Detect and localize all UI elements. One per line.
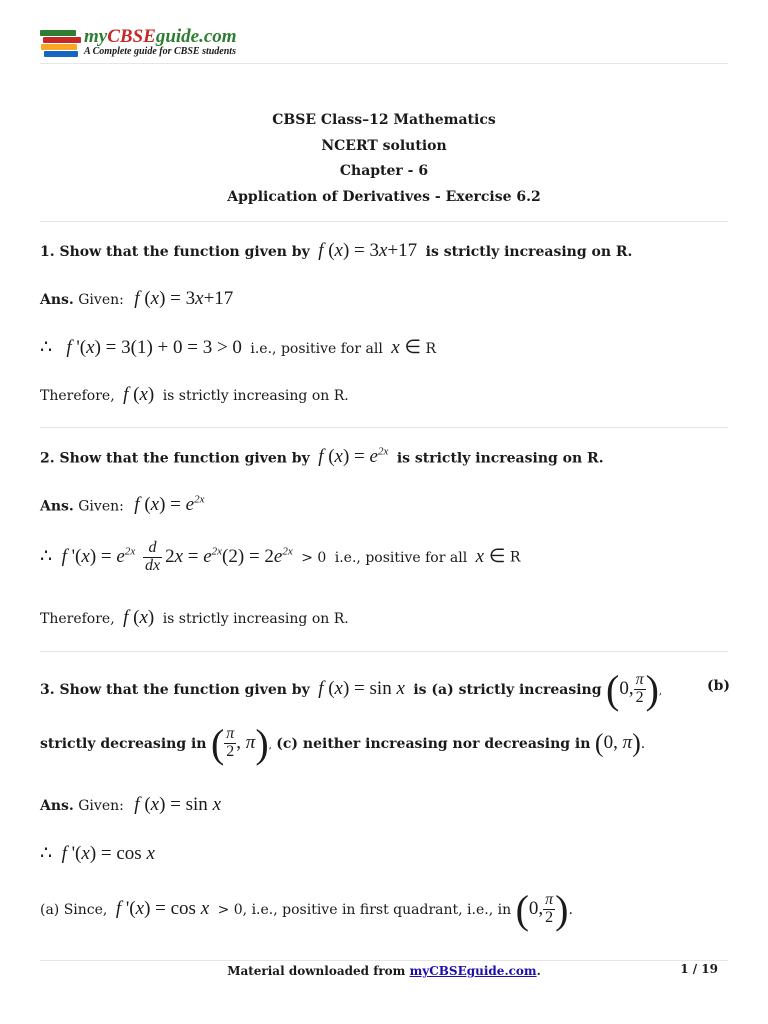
q1-answer-given: Ans. Given: f (x) = 3x+17 [40,288,234,309]
footer-divider [40,960,728,961]
q2-answer-given: Ans. Given: f $(x) = e^{2x}$ [40,494,205,516]
books-icon [40,30,82,56]
question-2: 2. Show that the function given by f $(x) = e^{2x}$ is strictly increasing on R. [40,446,604,468]
page-number: 1 / 19 [680,962,718,976]
q1-divider [40,427,728,428]
document-title: CBSE Class–12 Mathematics NCERT solution Chapter - 6 Application of Derivatives - Exercise 6.2 [227,112,541,205]
footer-credit: Material downloaded from myCBSEguide.com. [227,964,541,978]
header-divider [40,63,728,64]
question-3-line-1: 3. Show that the function given by f (x) = sin x is (a) strictly increasing (0, $\frac{\pi}{2}$ ), (b) [40,667,730,712]
title-divider [40,221,728,222]
q2-derivative: ∴ f '$(x) = e^{2x}$ $\frac{d}{dx}$ $2x = e^{2x}(2) = 2e^{2x} > 0$ i.e., positive for all x ∈ R [40,539,521,574]
site-logo[interactable] [40,26,260,60]
q1-conclusion: Therefore, f (x) is strictly increasing on R. [40,384,349,405]
logo-wordmark: myCBSEguide.com [84,26,237,47]
q3-answer-given: Ans. Given: f (x) = sin x [40,794,221,815]
q1-derivative: ∴ f '(x) = 3(1) + 0 = 3 > 0 i.e., positive for all x ∈ R [40,337,436,358]
question-1: 1. Show that the function given by f (x) = 3x+17 is strictly increasing on R. [40,240,633,261]
q2-divider [40,651,728,652]
q3-derivative: ∴ f '(x) = cos x [40,843,155,864]
q3-part-a: (a) Since, f '(x) = cos x > 0, i.e., positive in first quadrant, i.e., in (0, $\frac{\pi}{2}$ ). [40,887,573,932]
logo-tagline: A Complete guide for CBSE students [84,46,236,57]
question-3-line-2: strictly decreasing in ( $\frac{\pi}{2}$ , π), (c) neither increasing nor decreasing in (0, π). [40,721,646,766]
q2-conclusion: Therefore, f (x) is strictly increasing on R. [40,607,349,628]
footer-link[interactable]: myCBSEguide.com [409,964,537,978]
